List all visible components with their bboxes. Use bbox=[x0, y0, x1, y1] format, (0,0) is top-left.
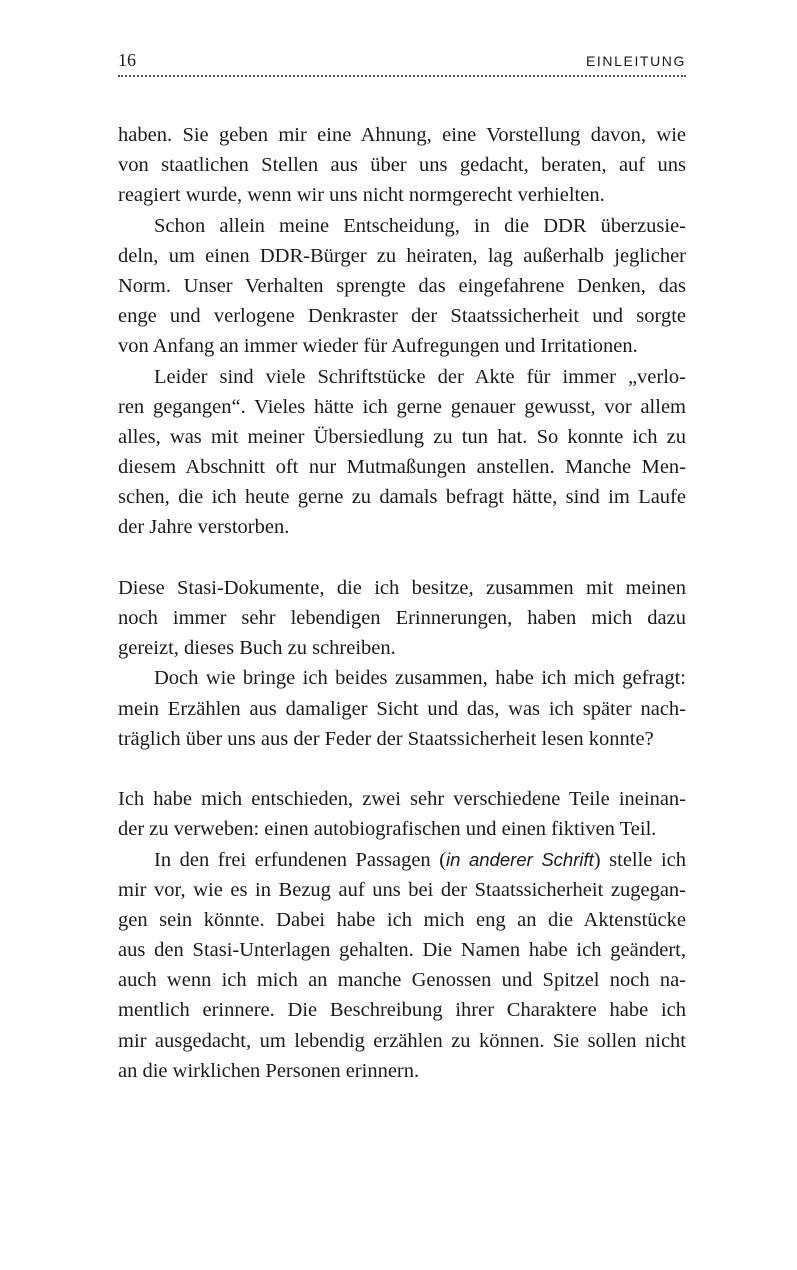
text-line: enge und verlogene Denkraster der Staatssicherheit und sorgte bbox=[118, 305, 686, 328]
text-line: träglich über uns aus der Feder der Staatssicherheit lesen konnte? bbox=[118, 727, 654, 750]
text-line: noch immer sehr lebendigen Erinnerungen, haben mich dazu bbox=[118, 607, 686, 629]
text-line: gen sein könnte. Dabei habe ich mich eng an die Aktenstücke bbox=[118, 908, 686, 931]
text-line bbox=[118, 845, 686, 875]
italic-text-run: in anderer Schrift bbox=[446, 848, 594, 870]
text-line: mir vor, wie es in Bezug auf uns bei der Staatssicherheit zugegan- bbox=[118, 878, 686, 901]
section-gap bbox=[118, 754, 686, 784]
paragraph bbox=[118, 362, 686, 543]
paragraph bbox=[118, 663, 686, 754]
text-line: Ich habe mich entschieden, zwei sehr verschiedene Teile ineinan- bbox=[118, 788, 686, 811]
text-line: Diese Stasi-Dokumente, die ich besitze, zusammen mit meinen bbox=[118, 576, 686, 599]
paragraph bbox=[118, 784, 686, 844]
page-number: 16 bbox=[118, 50, 136, 70]
text-line: haben. Sie geben mir eine Ahnung, eine Vorstellung davon, wie bbox=[118, 124, 686, 146]
text-line: reagiert wurde, wenn wir uns nicht normgerecht verhielten. bbox=[118, 184, 605, 207]
text-run: ) stelle ich bbox=[593, 848, 686, 871]
text-line: auch wenn ich mich an manche Genossen und Spitzel noch na- bbox=[118, 969, 686, 992]
text-line: an die wirklichen Personen erinnern. bbox=[118, 1059, 420, 1082]
text-line: deln, um einen DDR-Bürger zu heiraten, lag außerhalb jeglicher bbox=[118, 244, 686, 267]
body-text bbox=[118, 120, 686, 1086]
running-head: EINLEITUNG bbox=[585, 53, 686, 69]
text-line: Schon allein meine Entscheidung, in die DDR überzusie- bbox=[154, 214, 686, 237]
paragraph bbox=[118, 845, 686, 1087]
text-line: ren gegangen“. Vieles hätte ich gerne genauer gewusst, vor allem bbox=[118, 395, 686, 418]
text-line: der Jahre verstorben. bbox=[118, 516, 290, 539]
text-run: In den frei erfundenen Passagen ( bbox=[154, 848, 447, 871]
text-line: Leider sind viele Schriftstücke der Akte für immer „verlo- bbox=[154, 365, 686, 388]
paragraph bbox=[118, 573, 686, 664]
text-line: von staatlichen Stellen aus über uns gedacht, beraten, auf uns bbox=[118, 154, 686, 177]
text-line: der zu verweben: einen autobiografischen und einen fiktiven Teil. bbox=[118, 818, 657, 841]
text-line: Norm. Unser Verhalten sprengte das eingefahrene Denken, das bbox=[118, 274, 686, 297]
text-line: mentlich erinnere. Die Beschreibung ihrer Charaktere habe ich bbox=[118, 999, 686, 1022]
text-line: gereizt, dieses Buch zu schreiben. bbox=[118, 637, 396, 660]
text-line: diesem Abschnitt oft nur Mutmaßungen anstellen. Manche Men- bbox=[118, 456, 686, 479]
text-line: schen, die ich heute gerne zu damals befragt hätte, sind im Laufe bbox=[118, 486, 686, 509]
text-line: aus den Stasi-Unterlagen gehalten. Die Namen habe ich geändert, bbox=[118, 939, 686, 962]
dotted-header-rule bbox=[118, 75, 686, 77]
paragraph bbox=[118, 120, 686, 211]
text-line: alles, was mit meiner Übersiedlung zu tun hat. So konnte ich zu bbox=[118, 425, 686, 448]
text-line: Doch wie bringe ich beides zusammen, habe ich mich gefragt: bbox=[154, 667, 686, 690]
section-gap bbox=[118, 543, 686, 573]
page-header bbox=[118, 48, 686, 74]
text-line: mir ausgedacht, um lebendig erzählen zu können. Sie sollen nicht bbox=[118, 1029, 686, 1052]
text-line: mein Erzählen aus damaliger Sicht und das, was ich später nach- bbox=[118, 697, 686, 720]
text-line: von Anfang an immer wieder für Aufregungen und Irritationen. bbox=[118, 335, 638, 358]
paragraph bbox=[118, 211, 686, 362]
